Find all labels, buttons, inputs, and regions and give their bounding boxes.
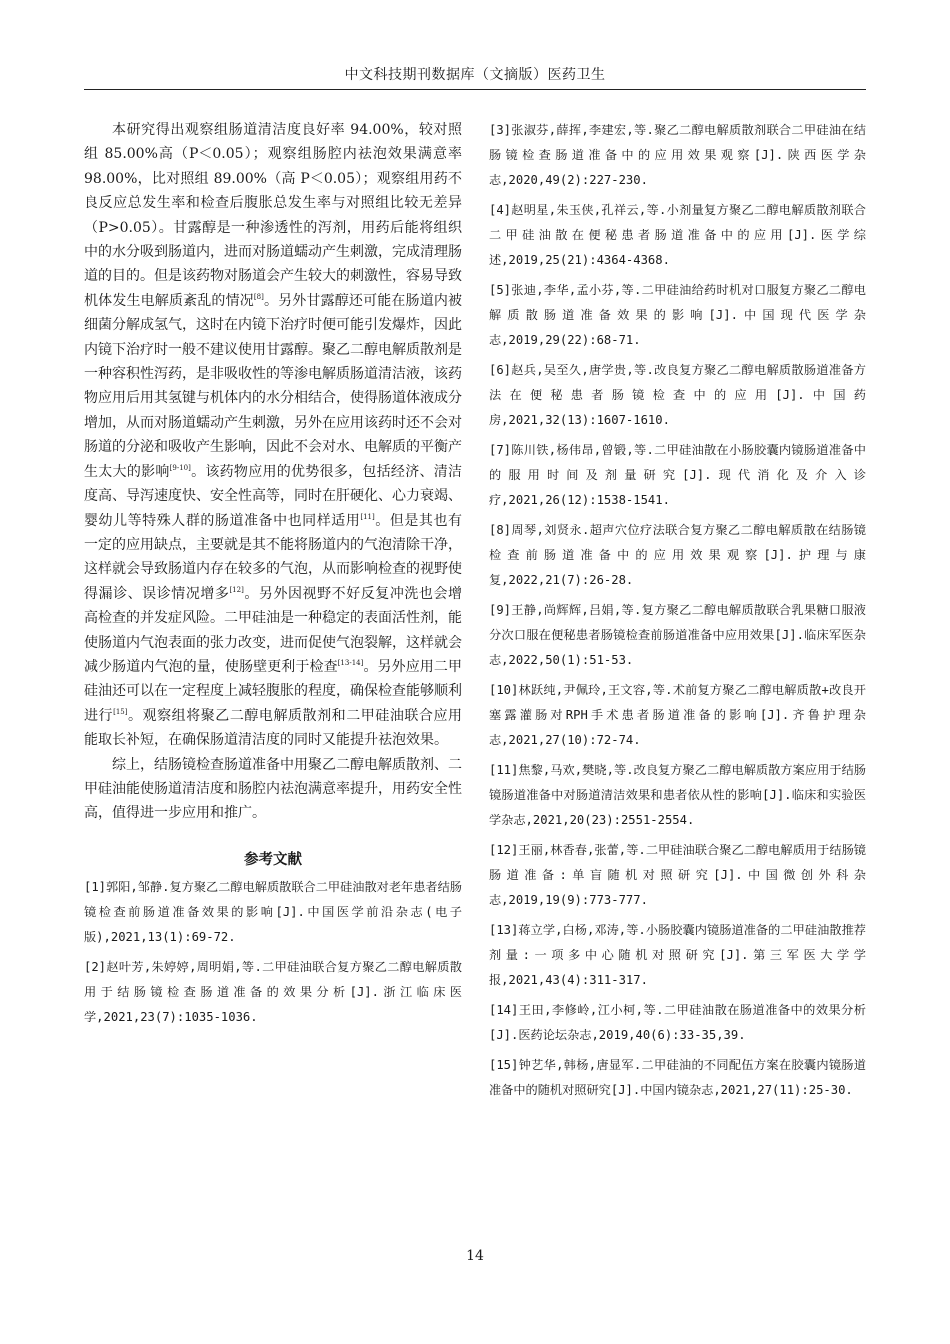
right-column <box>489 118 866 1108</box>
reference-item-14: [14]王田,李修岭,江小柯,等.二甲硅油散在肠道准备中的效果分析[J].医药论坛杂志,2019,40(6):33-35,39. <box>489 1003 866 1042</box>
reference-item-6: [6]赵兵,吴至久,唐学贵,等.改良复方聚乙二醇电解质散肠道准备方法在便秘患者肠镜检查中的应用[J].中国药房,2021,32(13):1607-1610. <box>489 363 866 427</box>
page-number: 14 <box>466 1248 484 1264</box>
reference-list-left <box>84 875 462 1030</box>
journal-header: 中文科技期刊数据库（文摘版）医药卫生 <box>344 67 606 83</box>
reference-item-15: [15]钟艺华,韩杨,唐显军.二甲硅油的不同配伍方案在胶囊内镜肠道准备中的随机对照研究[J].中国内镜杂志,2021,27(11):25-30. <box>489 1058 866 1097</box>
reference-item-13: [13]蒋立学,白杨,邓涛,等.小肠胶囊内镜肠道准备的二甲硅油散推荐剂量:一项多中心随机对照研究[J].第三军医大学学报,2021,43(4):311-317. <box>489 923 866 987</box>
conclusion-paragraph: 综上，结肠镜检查肠道准备中用聚乙二醇电解质散剂、二甲硅油能使肠道清洁度和肠腔内祛泡满意率提升，用药安全性高，值得进一步应用和推广。 <box>84 756 462 822</box>
reference-item-9: [9]王静,尚辉辉,吕娟,等.复方聚乙二醇电解质散联合乳果糖口服液分次口服在便秘患者肠镜检查前肠道准备中应用效果[J].临床军医杂志,2022,50(1):51-53. <box>489 603 866 667</box>
discussion-paragraph-1: 本研究得出观察组肠道清洁度良好率 94.00%，较对照组 85.00%高（P＜0.05）；观察组肠腔内祛泡效果满意率 98.00%，比对照组 89.00%（高 P＜0.05）；观察组用药不良反应总发生率和检查后腹胀总发生率与对照组比较无差异（P>0.05）。甘露醇是一种渗透性的泻剂，用药后能将组织中的水分吸到肠道内，进而对肠道蠕动产生刺激，完成清理肠道的目的。但是该药物对肠道会产生较大的刺激性，容易导致机体发生电解质紊乱的情况[8]。另外甘露醇还可能在肠道内被细菌分解成氢气，这时在内镜下治疗时便可能引发爆炸，因此内镜下治疗时一般不建议使用甘露醇。聚乙二醇电解质散剂是一种容积性泻药，是非吸收性的等渗电解质肠道清洁液，该药物应用后用其氢键与机体内的水分相结合，使得肠道体液成分增加，从而对肠道蠕动产生刺激，另外在应用该药时还不会对肠道的分泌和吸收产生影响，因此不会对水、电解质的平衡产生太大的影响[9-10]。该药物应用的优势很多，包括经济、清洁度高、导泻速度快、安全性高等，同时在肝硬化、心力衰竭、婴幼儿等特殊人群的肠道准备中也同样适用[11]。但是其也有一定的应用缺点，主要就是其不能将肠道内的气泡清除干净，这样就会导致肠道内存在较多的气泡，从而影响检查的视野使得漏诊、误诊情况增多[12]。另外因视野不好反复冲洗也会增高检查的并发症风险。二甲硅油是一种稳定的表面活性剂，能使肠道内气泡表面的张力改变，进而促使气泡裂解，这样就会减少肠道内气泡的量，使肠壁更利于检查[13-14]。另外应用二甲硅油还可以在一定程度上减轻腹胀的程度，确保检查能够顺利进行[15]。观察组将聚乙二醇电解质散剂和二甲硅油联合应用能取长补短，在确保肠道清洁度的同时又能提升祛泡效果。 <box>84 122 463 749</box>
citation-9-10[interactable]: [9-10] <box>169 463 191 472</box>
reference-item-7: [7]陈川铁,杨伟昂,曾锻,等.二甲硅油散在小肠胶囊内镜肠道准备中的服用时间及剂量研究[J].现代消化及介入诊疗,2021,26(12):1538-1541. <box>489 443 866 507</box>
reference-item-8: [8]周琴,刘贤永.超声穴位疗法联合复方聚乙二醇电解质散在结肠镜检查前肠道准备中的应用效果观察[J].护理与康复,2022,21(7):26-28. <box>489 523 866 587</box>
reference-item-10: [10]林跃纯,尹佩玲,王文容,等.术前复方聚乙二醇电解质散+改良开塞露灌肠对RPH手术患者肠道准备的影响[J].齐鲁护理杂志,2021,27(10):72-74. <box>489 683 866 747</box>
header-divider <box>84 89 866 90</box>
reference-item-5: [5]张迪,李华,孟小芬,等.二甲硅油给药时机对口服复方聚乙二醇电解质散肠道准备效果的影响[J].中国现代医学杂志,2019,29(22):68-71. <box>489 283 866 347</box>
reference-item-4: [4]赵明星,朱玉侠,孔祥云,等.小剂量复方聚乙二醇电解质散剂联合二甲硅油散在便秘患者肠道准备中的应用[J].医学综述,2019,25(21):4364-4368. <box>489 203 866 267</box>
citation-12[interactable]: [12] <box>229 585 244 594</box>
reference-item-12: [12]王丽,林香春,张蕾,等.二甲硅油联合聚乙二醇电解质用于结肠镜肠道准备:单盲随机对照研究[J].中国微创外科杂志,2019,19(9):773-777. <box>489 843 866 907</box>
reference-item-3: [3]张淑芬,薛挥,李建宏,等.聚乙二醇电解质散剂联合二甲硅油在结肠镜检查肠道准备中的应用效果观察[J].陕西医学杂志,2020,49(2):227-230. <box>489 123 866 187</box>
citation-13-14[interactable]: [13-14] <box>337 658 364 667</box>
references-heading: 参考文献 <box>244 851 302 868</box>
citation-15[interactable]: [15] <box>113 707 128 716</box>
left-column <box>84 118 462 1035</box>
citation-11[interactable]: [11] <box>360 512 375 521</box>
citation-8[interactable]: [8] <box>253 292 264 301</box>
reference-list-right <box>489 118 866 1103</box>
reference-item-2: [2]赵叶芳,朱婷婷,周明娟,等.二甲硅油联合复方聚乙二醇电解质散用于结肠镜检查肠道准备的效果分析[J].浙江临床医学,2021,23(7):1035-1036. <box>84 959 462 1024</box>
reference-item-1: [1]郭阳,邹静.复方聚乙二醇电解质散联合二甲硅油散对老年患者结肠镜检查前肠道准备效果的影响[J].中国医学前沿杂志(电子版),2021,13(1):69-72. <box>84 879 462 944</box>
reference-item-11: [11]焦黎,马欢,樊晓,等.改良复方聚乙二醇电解质散方案应用于结肠镜肠道准备中对肠道清洁效果和患者依从性的影响[J].临床和实验医学杂志,2021,20(23):2551-2554. <box>489 763 866 827</box>
